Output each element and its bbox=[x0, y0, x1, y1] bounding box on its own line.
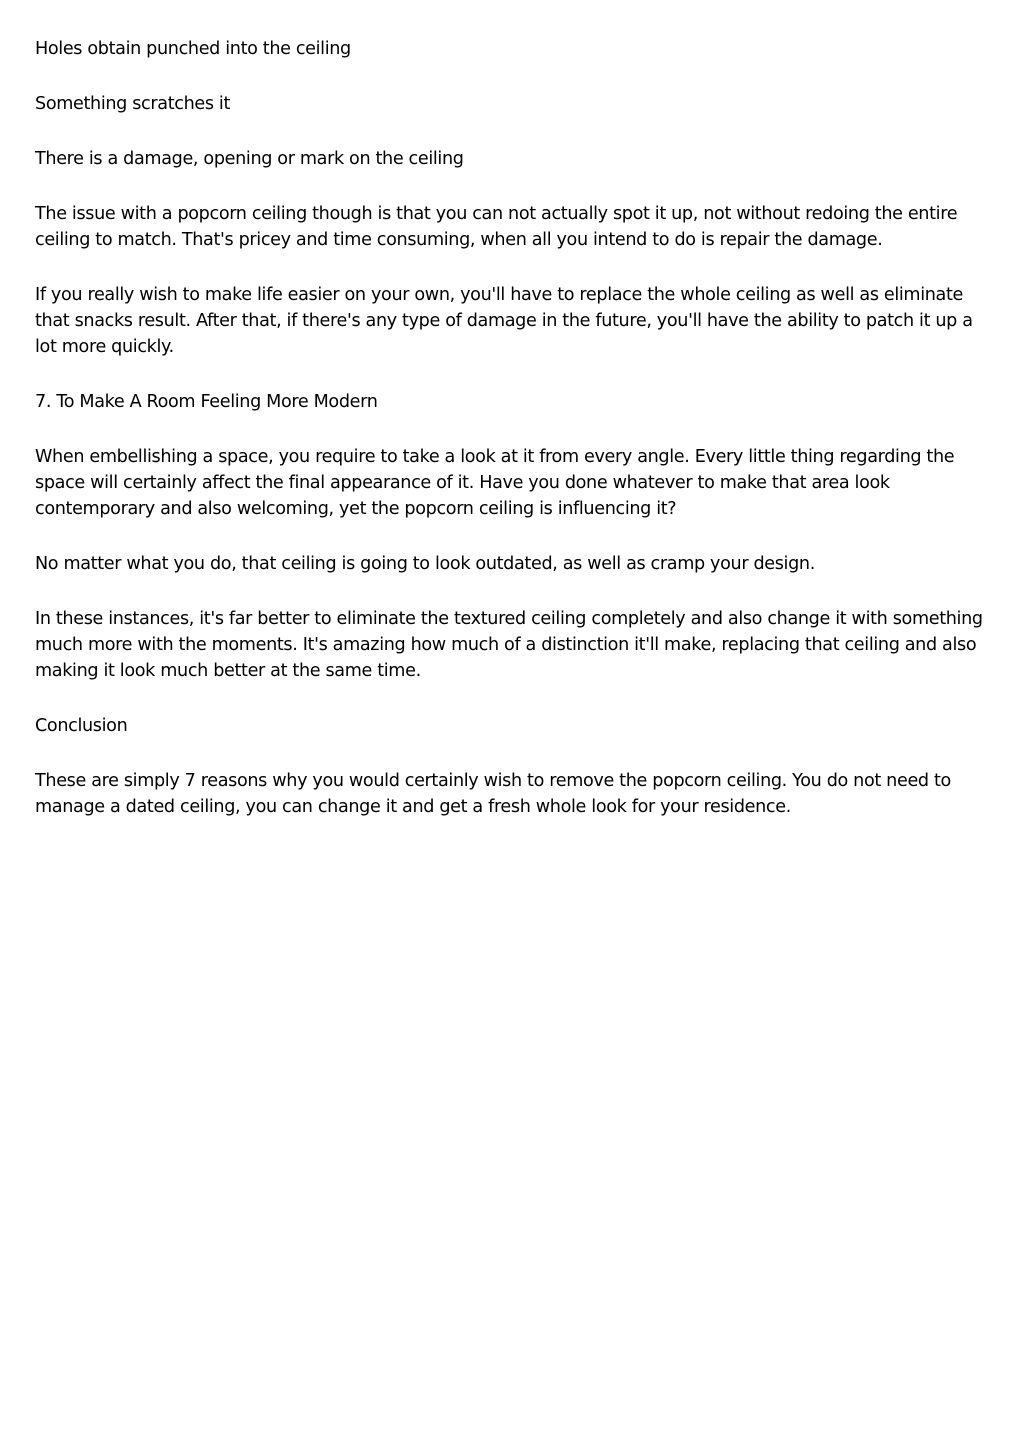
document-body bbox=[35, 36, 995, 849]
paragraph-embellishing: When embellishing a space, you require to take a look at it from every angle. Every little thing regarding the space will certainly affect the final appearance of it. Have you done whatever to make that area look contemporary and also welcoming, yet the popcorn ceiling is influencing it? bbox=[35, 447, 955, 519]
paragraph-instances: In these instances, it's far better to eliminate the textured ceiling completely and also change it with something much more with the moments. It's amazing how much of a distinction it'll make, replacing that ceiling and also making it look much better at the same time. bbox=[35, 609, 983, 681]
paragraph-scratches: Something scratches it bbox=[35, 94, 230, 114]
paragraph-conclusion: These are simply 7 reasons why you would certainly wish to remove the popcorn ceiling. You do not need to manage a dated ceiling, you can change it and get a fresh whole look for your residence. bbox=[35, 771, 951, 817]
section-heading-modern: 7. To Make A Room Feeling More Modern bbox=[35, 392, 378, 412]
paragraph-popcorn-issue: The issue with a popcorn ceiling though is that you can not actually spot it up, not without redoing the entire ceiling to match. That's pricey and time consuming, when all you intend to do is repair the damage. bbox=[35, 204, 958, 250]
paragraph-holes: Holes obtain punched into the ceiling bbox=[35, 39, 351, 59]
paragraph-damage: There is a damage, opening or mark on the ceiling bbox=[35, 149, 464, 169]
section-heading-conclusion: Conclusion bbox=[35, 716, 128, 736]
paragraph-replace-ceiling: If you really wish to make life easier on your own, you'll have to replace the whole ceiling as well as eliminate that snacks result. After that, if there's any type of damage in the future, you'll have the ability to patch it up a lot more quickly. bbox=[35, 285, 973, 357]
paragraph-outdated: No matter what you do, that ceiling is going to look outdated, as well as cramp your design. bbox=[35, 554, 815, 574]
